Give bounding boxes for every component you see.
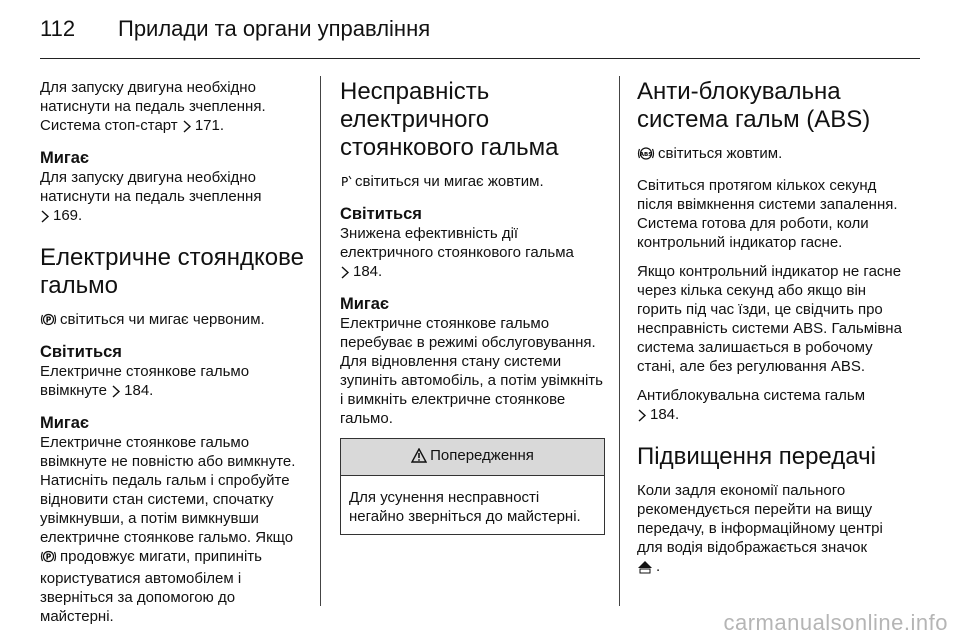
page-header [40,16,920,46]
column-divider-2 [619,76,620,606]
subheading-lit: Світиться [340,205,422,223]
svg-text:P: P [45,552,52,562]
paragraph [40,78,305,138]
page-number: 112 [40,16,76,41]
warning-box [340,438,605,535]
paragraph [637,144,907,166]
column-1 [40,78,305,636]
warning-header [341,439,604,476]
status-text: світиться чи мигає жовтим. [355,173,544,190]
text: Коли задля економії пального рекомендується перейти на вищу передачу, в інформаційному центрі для водія відображається значок [637,482,883,556]
reference-arrow-icon [182,119,192,138]
section-title-abs: Анти-блокувальна система гальм (ABS) [637,78,871,133]
reference-arrow-icon [40,209,50,228]
column-divider-1 [320,76,321,606]
section-title-parking-brake: Електричне стояндкове гальмо [40,244,304,299]
paragraph: Коли задля економії пального рекомендується перейти на вищу передачу, в інформаційному центрі для водія відображається значок . [637,481,907,579]
svg-text:ABS: ABS [639,151,653,158]
header-divider [40,58,920,59]
column-2 [340,78,605,535]
status-text: світиться чи мигає червоним. [60,311,265,328]
page-reference: 184. [353,263,383,280]
text: Електричне стоянкове гальмо ввімкнуте не повністю або вимкнуте. Натисніть педаль гальм і спробуйте відновити стан системи, спочатку увімкнувши, а потім вимкнувши електричне стоянкове гальмо. Якщо [40,434,296,546]
paragraph [40,433,305,626]
page-title: Прилади та органи управління [118,16,431,41]
page-reference: 184. [124,382,154,399]
reference-arrow-icon [340,265,350,284]
text: Електричне стоянкове гальмо ввімкнуте [40,363,250,399]
watermark: carmanualsonline.info [723,610,948,635]
page-reference: 184. [650,406,680,423]
paragraph: Якщо контрольний індикатор не гасне через кілька секунд або якщо він горить під час їзди, це свідчить про несправність системи ABS. Гальмівна система залишається в робочому стані, але без регулювання ABS. [637,263,902,375]
svg-text:P: P [341,175,349,189]
paragraph: Світиться протягом кількох секунд після ввімкнення системи запалення. Система готова для роботи, коли контрольний індикатор гасне. [637,177,898,251]
parking-brake-icon [40,312,57,332]
upshift-icon [637,560,653,579]
svg-text:P: P [45,315,52,325]
paragraph [40,310,305,332]
text: Антиблокувальна система гальм [637,387,866,404]
text: Для запуску двигуна необхідно натиснути на педаль зчеплення. Система стоп-старт [40,79,266,134]
subheading-blink: Мигає [340,295,390,313]
paragraph [637,386,907,427]
paragraph: Електричне стоянкове гальмо перебуває в режимі обслуговування. Для відновлення стану системи зупиніть автомобіль, а потім увімкніть і вимкніть електричне стоянкове гальмо. [340,315,603,427]
warning-text: Для усунення несправності негайно зверніться до майстерні. [349,489,581,525]
text: Для запуску двигуна необхідно натиснути на педаль зчеплення [40,169,262,205]
paragraph [40,362,305,403]
warning-triangle-icon [411,448,427,467]
abs-icon [637,146,655,166]
paragraph [340,172,605,194]
subheading-lit: Світиться [40,343,122,361]
parking-brake-fault-icon [340,174,352,194]
paragraph [40,168,305,228]
warning-title: Попередження [430,447,534,464]
subheading-blink-2: Мигає [40,414,90,432]
page-reference: 171. [194,117,225,134]
section-title-parking-brake-fault: Несправність електричного стоянкового гальма [340,78,559,161]
status-text: світиться жовтим. [658,145,783,162]
text: продовжує мигати, припиніть користуватися автомобілем і зверніться за допомогою до майстерні. [40,548,262,625]
reference-arrow-icon [637,408,647,427]
subheading-blink: Мигає [40,149,90,167]
paragraph [340,224,605,284]
page-reference: 169. [53,207,83,224]
parking-brake-icon [40,549,57,569]
section-title-upshift: Підвищення передачі [637,443,876,470]
column-3 [637,78,907,589]
reference-arrow-icon [111,384,121,403]
text: Знижена ефективність дії електричного стоянкового гальма [340,225,574,261]
